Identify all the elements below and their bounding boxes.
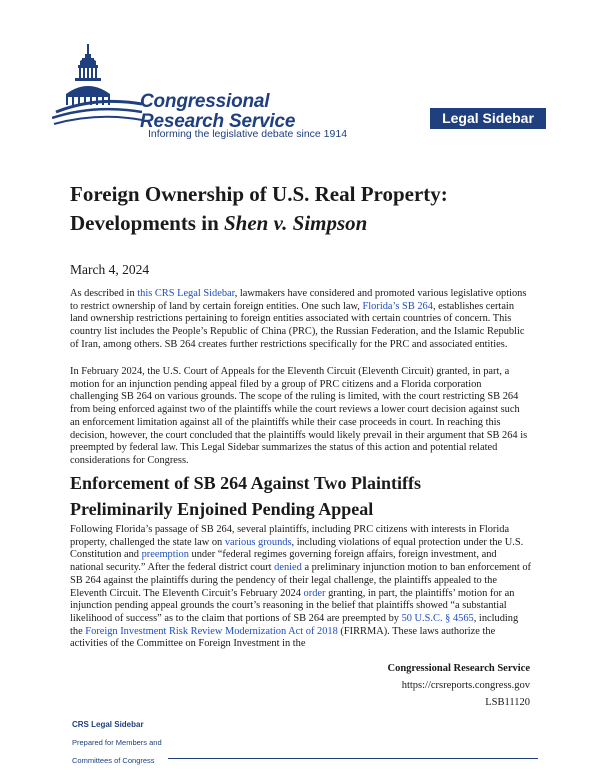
footer-report-id: LSB11120	[485, 697, 530, 708]
text-run: under “federal regimes governing foreign affairs, foreign investment, and national security.” After the federal district court	[70, 549, 497, 574]
text-run: , establishes certain land ownership restrictions pertaining to foreign entities associated with certain countries of concern. This country list includes the People’s Republic of China (PRC), the Russian Federation, and the Islamic Republic of Iran, among others. SB 264 creates further restrictions specifically for the PRC and associated entities.	[70, 300, 525, 350]
footer-org: Congressional Research Service	[387, 663, 530, 674]
paragraph-summary: In February 2024, the U.S. Court of Appeals for the Eleventh Circuit (Eleventh Circuit) granted, in part, a motion for an injunction pending appeal filed by a group of PRC citizens and a Florida corporation challenging SB 264 on various grounds. The scope of the ruling is limited, with the court restricting SB 264 from being enforced against two of the plaintiffs while the court reviews a lower court decision against such an enforcement limitation against all of the plaintiffs while their case proceeds in court. In reaching this decision, however, the court concluded that the plaintiffs would likely prevail in their argument that SB 264 is preempted by federal law. This Legal Sidebar summarizes the status of this action and potential related considerations for Congress.	[70, 366, 528, 466]
org-name-line1: Congressional	[140, 91, 270, 112]
link-florida-sb264[interactable]: Florida’s SB 264	[362, 300, 433, 312]
document-title	[70, 180, 540, 238]
text-run: (FIRRMA). These laws authorize the activities of the Committee on Foreign Investment in the	[70, 625, 496, 650]
footer-series-title: CRS Legal Sidebar	[72, 720, 144, 729]
title-line2-prefix: Developments in	[70, 211, 224, 235]
legal-sidebar-badge: Legal Sidebar	[430, 108, 546, 129]
section-heading-line1: Enforcement of SB 264 Against Two Plaintiffs	[70, 473, 422, 493]
org-tagline: Informing the legislative debate since 1914	[148, 128, 348, 140]
footer-series	[72, 716, 162, 770]
link-firrma[interactable]: Foreign Investment Risk Review Modernization Act of 2018	[85, 625, 338, 637]
text-run: , including the	[70, 612, 519, 637]
org-name-line2: Research Service	[140, 111, 296, 132]
text-run: , lawmakers have considered and promoted various legislative options to restrict ownership of land by certain foreign entities. One such law,	[70, 288, 527, 312]
link-preemption[interactable]: preemption	[141, 549, 189, 561]
footer-rule	[168, 758, 538, 759]
text-run: , including violations of equal protection under the U.S. Constitution and	[70, 536, 524, 561]
text-run: As described in	[70, 288, 138, 299]
footer-prepared-for: Prepared for Members and	[72, 738, 162, 747]
link-crs-legal-sidebar[interactable]: this CRS Legal Sidebar	[137, 288, 235, 299]
paragraph-intro	[70, 288, 532, 352]
text-run: granting, in part, the plaintiffs’ motion for an injunction pending appeal grounds the court’s reasoning in the belief that plaintiffs showed “a substantial likelihood of success” as to the claim that portions of SB 264 are preempted by	[70, 587, 515, 624]
footer-citation	[387, 660, 530, 711]
capitol-dome-icon	[52, 42, 152, 142]
link-order[interactable]: order	[303, 587, 326, 599]
text-run: a preliminary injunction motion to ban enforcement of SB 264 against the plaintiffs during the pendency of their legal challenge, the plaintiffs appealed to the Eleventh Circuit. The Eleventh Circuit’s February 2024	[70, 562, 531, 599]
link-50-usc-4565[interactable]: 50 U.S.C. § 4565	[401, 612, 474, 624]
footer-committees: Committees of Congress	[72, 756, 155, 765]
title-line1: Foreign Ownership of U.S. Real Property:	[70, 182, 448, 206]
section-heading	[70, 470, 540, 522]
crs-logo	[52, 42, 348, 142]
title-case-name: Shen v. Simpson	[224, 211, 368, 235]
paragraph-enforcement	[70, 524, 532, 651]
link-various-grounds[interactable]: various grounds	[224, 536, 292, 548]
text-run: Following Florida’s passage of SB 264, several plaintiffs, including PRC citizens with interests in Florida property, challenged the state law on	[70, 524, 510, 548]
section-heading-line2: Preliminarily Enjoined Pending Appeal	[70, 499, 374, 519]
publication-date: March 4, 2024	[70, 262, 150, 277]
footer-url[interactable]: https://crsreports.congress.gov	[401, 680, 530, 691]
link-denied[interactable]: denied	[274, 562, 302, 574]
